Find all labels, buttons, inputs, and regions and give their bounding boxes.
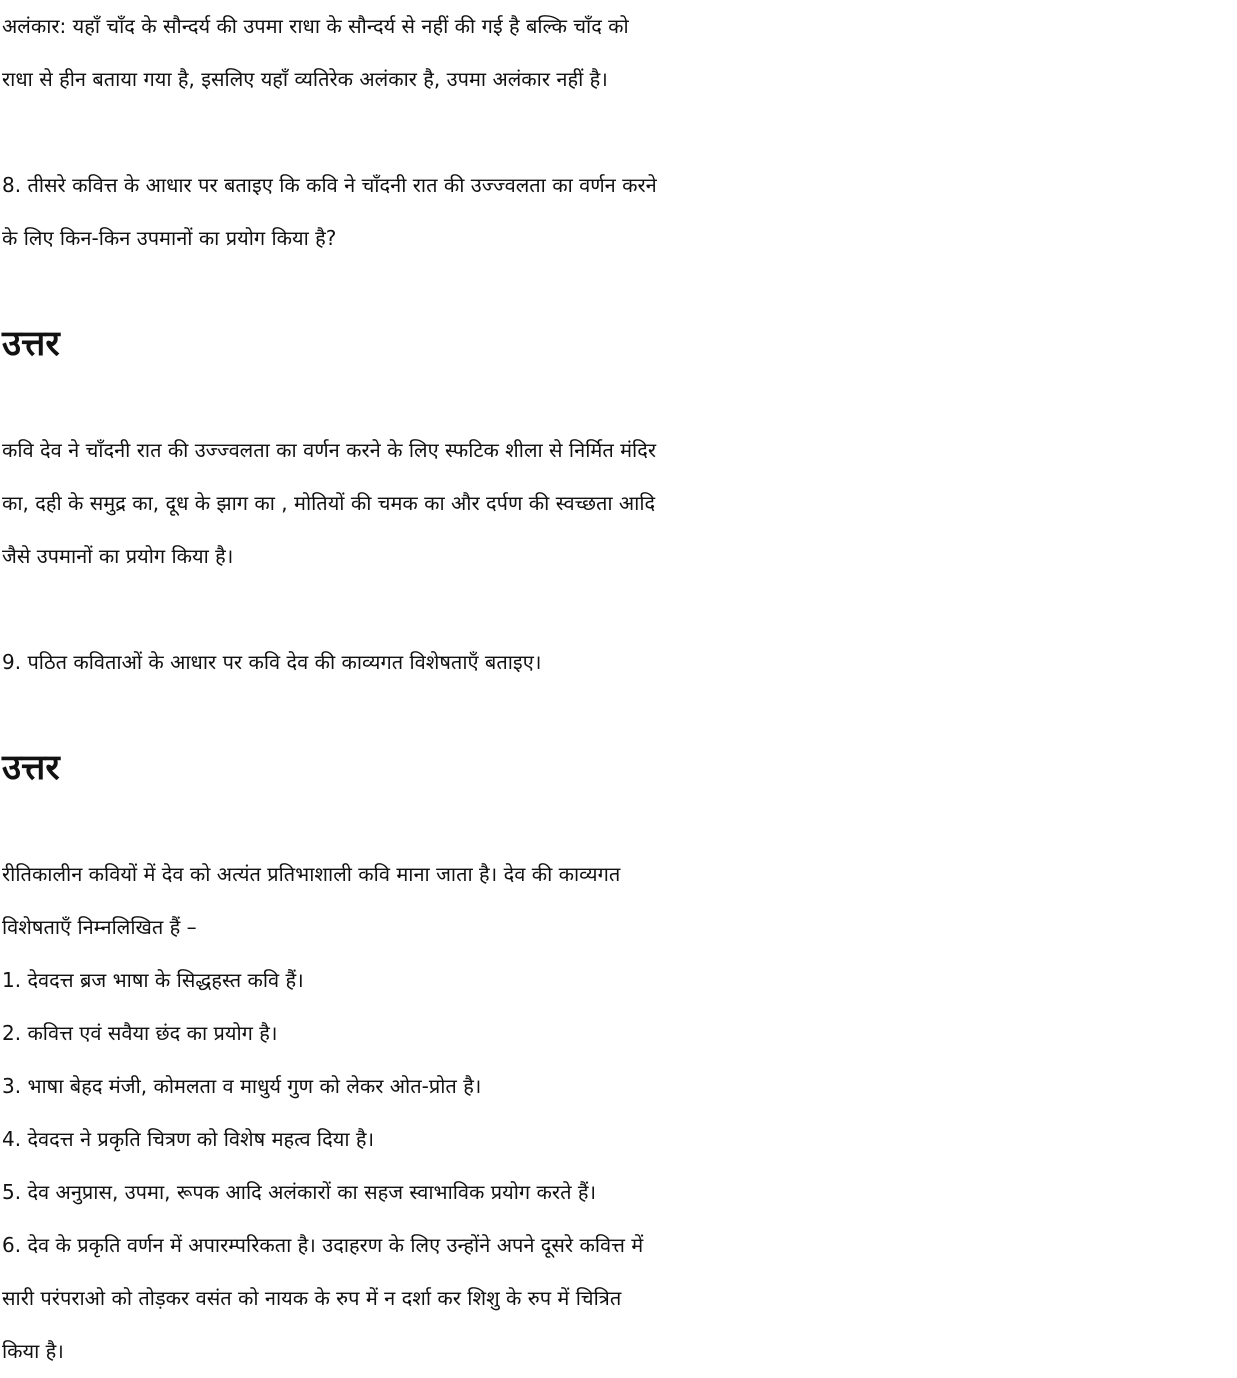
spacer [2,106,1234,159]
list-item: किया है। [2,1339,64,1363]
answer-line: का, दही के समुद्र का, दूध के झाग का , मोतियों की चमक का और दर्पण की स्वच्छता आदि [2,491,656,515]
answer-line: रीतिकालीन कवियों में देव को अत्यंत प्रतिभाशाली कवि माना जाता है। देव की काव्यगत [2,862,621,886]
question-line: 8. तीसरे कवित्त के आधार पर बताइए कि कवि ने चाँदनी रात की उज्ज्वलता का वर्णन करने [2,173,657,197]
list-item: 5. देव अनुप्रास, उपमा, रूपक आदि अलंकारों का सहज स्वाभाविक प्रयोग करते हैं। [2,1180,597,1204]
answer-line: कवि देव ने चाँदनी रात की उज्ज्वलता का वर्णन करने के लिए स्फटिक शीला से निर्मित मंदिर [2,438,657,462]
spacer [2,689,1234,742]
answer-heading: उत्तर [2,748,60,788]
text-line: राधा से हीन बताया गया है, इसलिए यहाँ व्यतिरेक अलंकार है, उपमा अलंकार नहीं है। [2,67,608,91]
intro-paragraph [2,0,1234,106]
list-item: 4. देवदत्त ने प्रकृति चित्रण को विशेष महत्व दिया है। [2,1127,375,1151]
list-item: 3. भाषा बेहद मंजी, कोमलता व माधुर्य गुण को लेकर ओत-प्रोत है। [2,1074,482,1098]
spacer [2,371,1234,424]
question-line: के लिए किन-किन उपमानों का प्रयोग किया है? [2,226,337,250]
answer-8 [2,424,1234,583]
spacer [2,795,1234,848]
answer-heading: उत्तर [2,324,60,364]
question-9 [2,636,1234,689]
question-line: 9. पठित कविताओं के आधार पर कवि देव की काव्यगत विशेषताएँ बताइए। [2,650,542,674]
question-8 [2,159,1234,265]
list-item: सारी परंपराओ को तोड़कर वसंत को नायक के रुप में न दर्शा कर शिशु के रुप में चित्रित [2,1286,622,1310]
list-item: 6. देव के प्रकृति वर्णन में अपारम्परिकता है। उदाहरण के लिए उन्होंने अपने दूसरे कवित्त में [2,1233,644,1257]
list-item: 1. देवदत्त ब्रज भाषा के सिद्धहस्त कवि हैं। [2,968,304,992]
document-page [2,0,1234,1378]
spacer [2,265,1234,318]
answer-heading-8 [2,318,1234,371]
answer-line: विशेषताएँ निम्नलिखित हैं – [2,915,197,939]
spacer [2,583,1234,636]
answer-9 [2,848,1234,1378]
answer-heading-9 [2,742,1234,795]
answer-line: जैसे उपमानों का प्रयोग किया है। [2,544,234,568]
list-item: 2. कवित्त एवं सवैया छंद का प्रयोग है। [2,1021,278,1045]
text-line: अलंकार: यहाँ चाँद के सौन्दर्य की उपमा राधा के सौन्दर्य से नहीं की गई है बल्कि चाँद को [2,14,629,38]
